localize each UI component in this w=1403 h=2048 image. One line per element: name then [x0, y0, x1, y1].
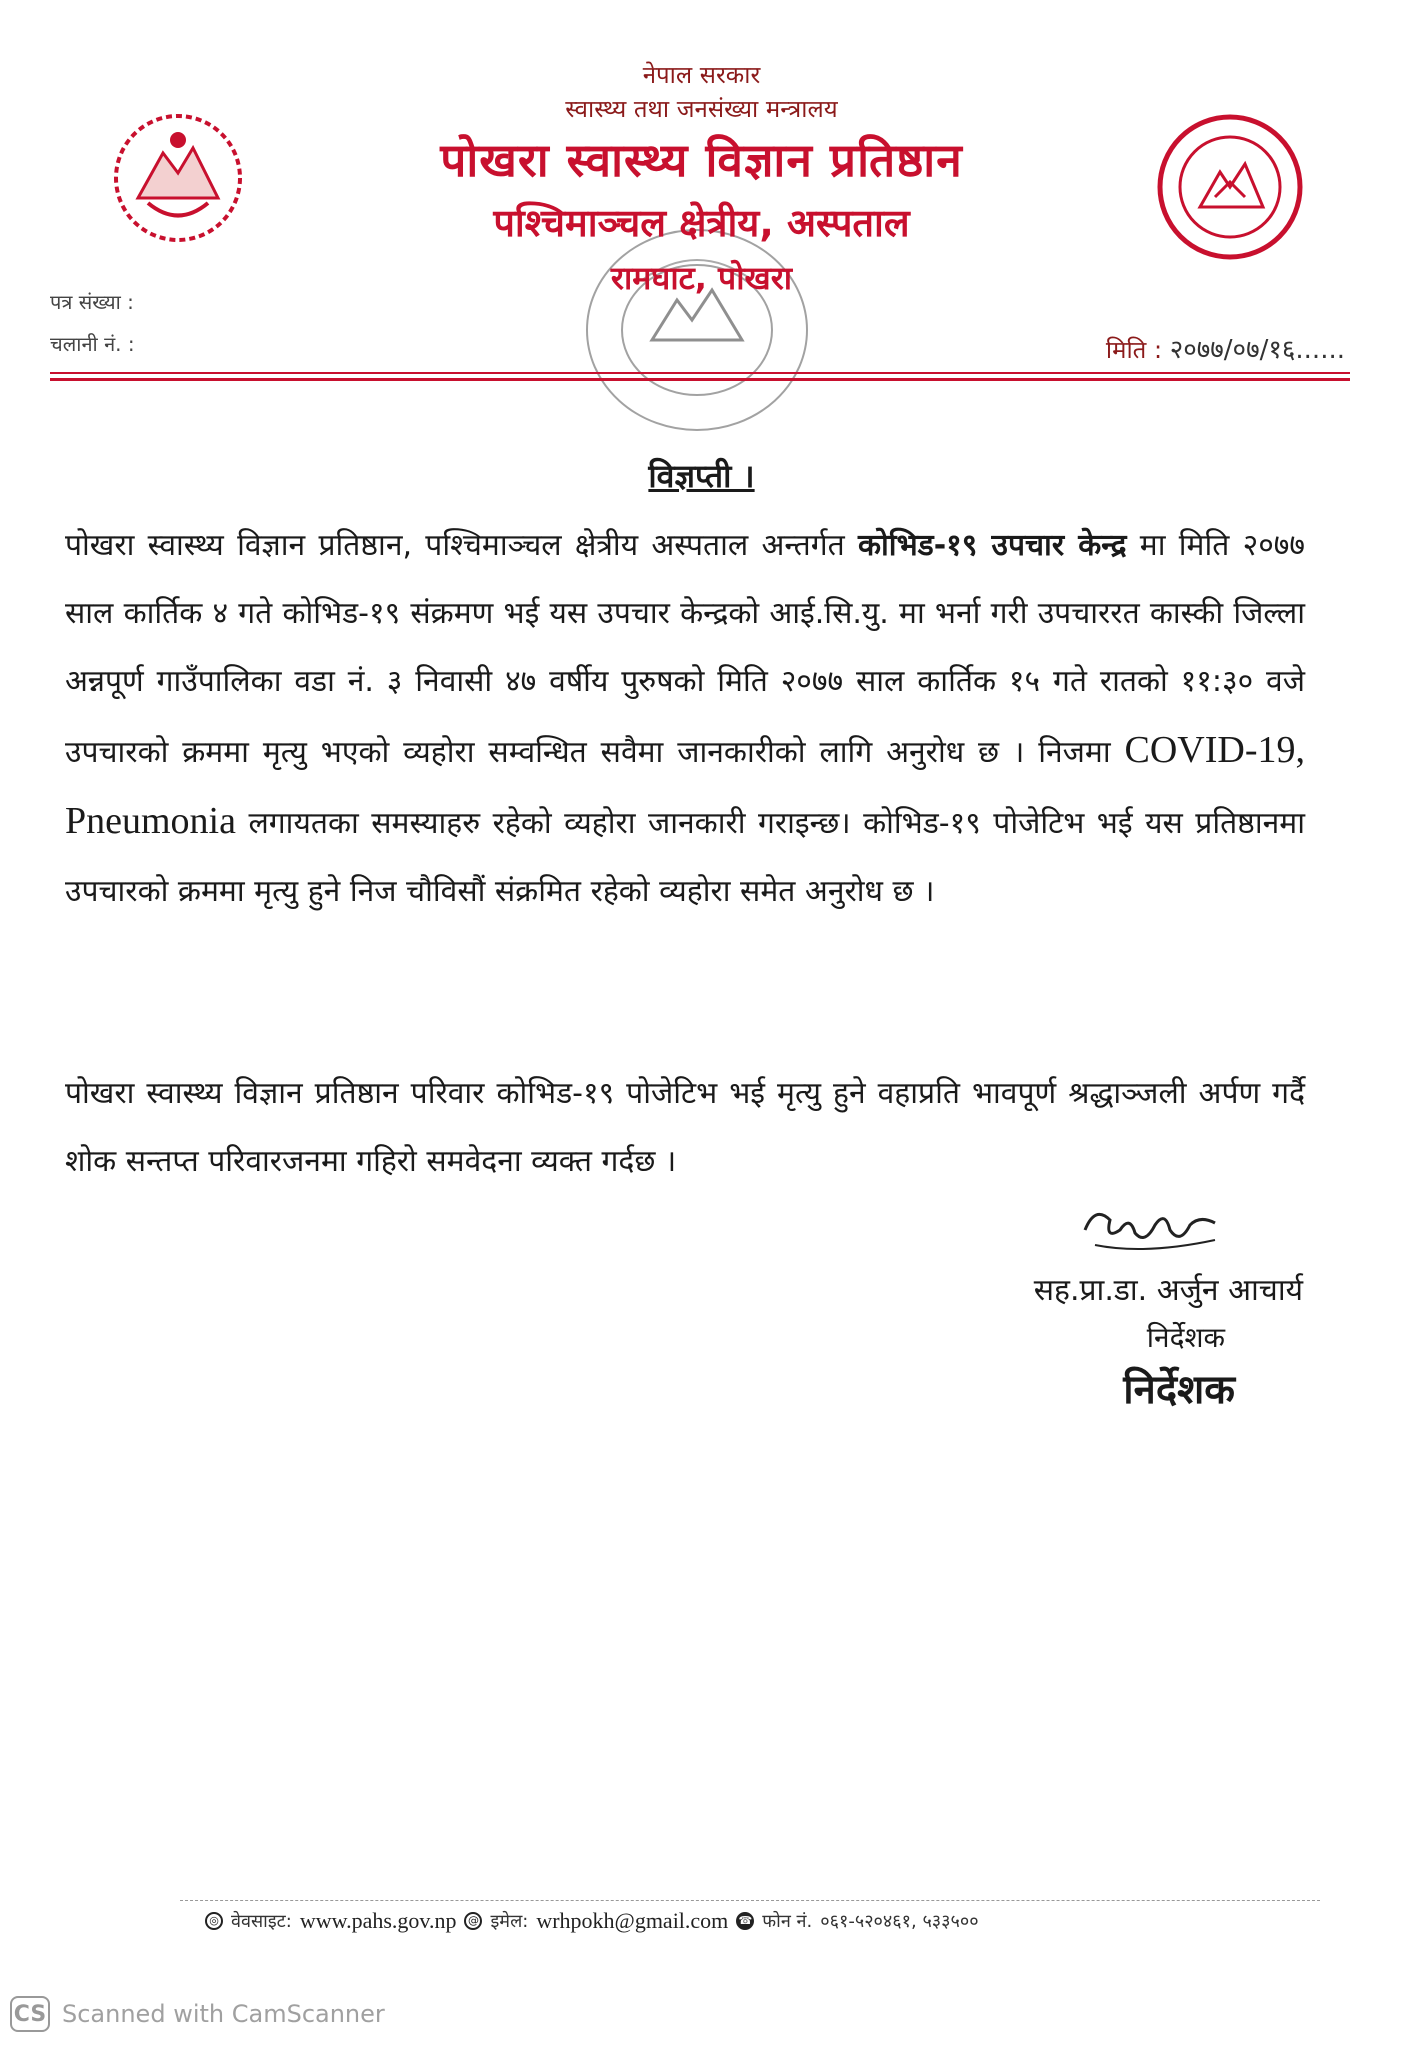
government-line: नेपाल सरकार: [642, 61, 761, 89]
hospital-name: पश्चिमाञ्चल क्षेत्रीय, अस्पताल: [493, 201, 910, 245]
signatory-role: निर्देशक: [1146, 1321, 1225, 1354]
diagnosis-text: COVID-19, Pneumonia: [65, 729, 1305, 842]
signatory-role-stamp: निर्देशक: [1123, 1367, 1235, 1413]
letter-number-label: पत्र संख्या :: [50, 290, 134, 314]
dispatch-number-label: चलानी नं. :: [50, 332, 135, 356]
signatory-name: सह.प्रा.डा. अर्जुन आचार्य: [1033, 1273, 1303, 1308]
camscanner-watermark: Scanned with CamScanner: [62, 2000, 385, 2028]
treatment-center-name: कोभिड-१९ उपचार केन्द्र: [857, 528, 1127, 563]
paragraph-text: लगायतका समस्याहरु रहेको व्यहोरा जानकारी गराइन्छ। कोभिड-१९ पोजेटिभ भई यस प्रतिष्ठानमा उपचारको क्रममा मृत्यु हुने निज चौविसौं संक्रमित रहेको व्यहोरा समेत अनुरोध छ ।: [65, 806, 1305, 909]
notice-paragraph-1: [65, 512, 1305, 926]
header-divider-thick: [50, 378, 1350, 381]
notice-paragraph-2: पोखरा स्वास्थ्य विज्ञान प्रतिष्ठान परिवार कोभिड-१९ पोजेटिभ भई मृत्यु हुने वहाप्रति भावपूर्ण श्रद्धाञ्जली अर्पण गर्दै शोक सन्तप्त परिवारजनमा गहिरो समवेदना व्यक्त गर्दछ ।: [65, 1076, 1305, 1179]
email-label: इमेल:: [490, 1911, 529, 1932]
office-stamp-icon: [572, 220, 822, 450]
phone-number: ०६१-५२०४६१, ५३३५००: [820, 1911, 979, 1932]
header-divider: [50, 372, 1350, 374]
date-field: [1106, 330, 1345, 366]
date-value: २०७७/०७/१६......: [1169, 335, 1345, 365]
organization-name: पोखरा स्वास्थ्य विज्ञान प्रतिष्ठान: [440, 133, 963, 187]
website-link[interactable]: www.pahs.gov.np: [299, 1908, 457, 1933]
phone-icon: ☎: [736, 1912, 754, 1930]
email-icon: @: [464, 1912, 482, 1930]
footer-divider: [180, 1900, 1320, 1902]
camscanner-logo: CS: [10, 1996, 50, 2032]
paragraph-text: पोखरा स्वास्थ्य विज्ञान प्रतिष्ठान, पश्चिमाञ्चल क्षेत्रीय अस्पताल अन्तर्गत: [65, 528, 858, 563]
ministry-line: स्वास्थ्य तथा जनसंख्या मन्त्रालय: [565, 95, 838, 123]
email-link[interactable]: wrhpokh@gmail.com: [536, 1908, 729, 1933]
footer-contact: [205, 1908, 979, 1934]
organization-location: रामघाट, पोखरा: [610, 259, 793, 297]
phone-label: फोन नं.: [762, 1911, 813, 1932]
notice-title: विज्ञप्ती ।: [648, 457, 755, 495]
signature-icon: [1075, 1185, 1225, 1265]
paragraph-text: मा मिति २०७७ साल कार्तिक ४ गते कोभिड-१९ संक्रमण भई यस उपचार केन्द्रको आई.सि.यु. मा भर्ना गरी उपचाररत कास्की जिल्ला अन्नपूर्ण गाउँपालिका वडा नं. ३ निवासी ४७ वर्षीय पुरुषको मिति २०७७ साल कार्तिक १५ गते रातको ११:३० वजे उपचारको क्रममा मृत्यु भएको व्यहोरा सम्वन्धित सवैमा जानकारीको लागि अनुरोध छ । निजमा: [65, 528, 1305, 770]
website-label: वेवसाइट:: [231, 1911, 292, 1932]
globe-icon: ◎: [205, 1912, 223, 1930]
date-label: मिति :: [1105, 336, 1163, 364]
